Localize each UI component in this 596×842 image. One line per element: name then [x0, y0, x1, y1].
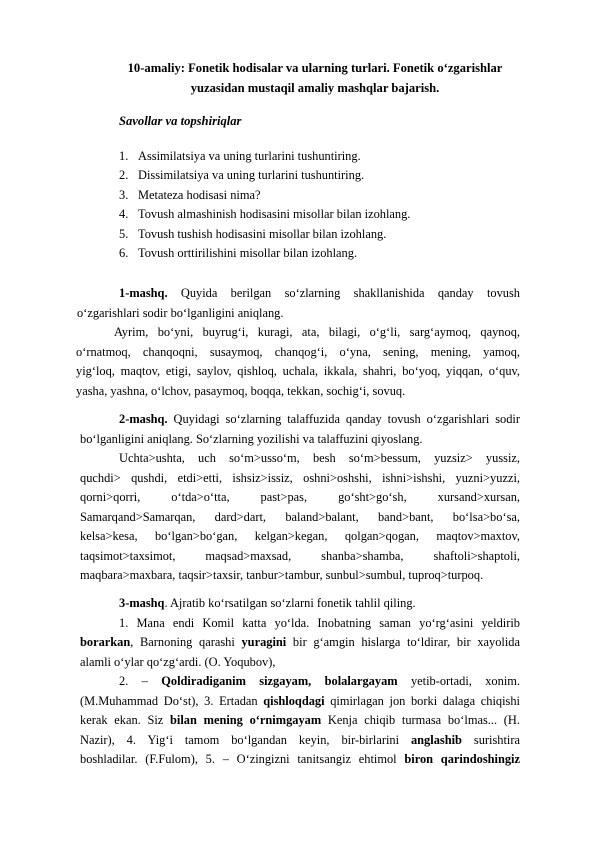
question-text: Tovush almashinish hodisasini misollar bilan izohlang.	[138, 207, 411, 222]
words-line: Ayrim, bo‘yni, buyrug‘i, kuragi, ata, bilagi, o‘g‘li, sarg‘aymoq, qaynoq,	[114, 325, 520, 339]
text-line	[80, 692, 520, 712]
question-item	[119, 166, 410, 185]
words-line: yig‘loq, maqtov, etigi, saylov, qishloq, uchala, ikkala, shahri, bo‘yoq, yiqqan, o‘quv,	[76, 364, 520, 378]
question-text: Assimilatsiya va uning turlarini tushuntiring.	[138, 149, 361, 163]
question-item	[119, 225, 410, 244]
text-line	[80, 731, 520, 751]
words-line: yasha, yashna, o‘lchov, pasaymoq, boqqa, tekkan, sochig‘i, sovuq.	[76, 383, 406, 398]
words-line: Uchta>ushta, uch so‘m>usso‘m, besh so‘m>bessum, yuzsiz> yussiz,	[119, 451, 520, 465]
words-line: taqsimot>taxsimot, maqsad>maxsad, shanba>shamba, shaftoli>shaptoli,	[80, 548, 520, 563]
question-text: Metateza hodisasi nima?	[138, 187, 261, 202]
text-span: surishtira	[461, 732, 520, 747]
exercise-2-task-cont: bo‘lganligini aniqlang. So‘zlarning yozilishi va talaffuzini qiyoslang.	[80, 431, 423, 446]
highlighted-word: biron qarindoshingiz	[404, 752, 521, 766]
question-text: Tovush tushish hodisasini misollar bilan izohlang.	[138, 226, 387, 241]
exercise-3	[80, 594, 520, 770]
exercise-2-label: 2-mashq.	[119, 412, 168, 426]
exercise-2-task-text: Quyidagi so‘zlarning talaffuzida qanday tovush o‘zgarishlari sodir	[167, 412, 520, 426]
words-line: o‘rnatmoq, chanqoqni, susaymoq, chanqog‘i, o‘yna, sening, mening, yamoq,	[76, 344, 520, 359]
question-item	[119, 205, 410, 224]
text-span: kerak ekan. Siz	[80, 713, 171, 727]
text-line: alamli o‘ylar qo‘zg‘ardi. (O. Yoqubov),	[80, 654, 276, 669]
text-span: , Barnoning qarashi	[130, 635, 242, 649]
words-line: maqbara>maxbara, taqsir>taxsir, tanbur>tambur, sunbul>sumbul, tuproq>turpoq.	[80, 568, 484, 582]
question-item	[119, 186, 410, 205]
words-line: quchdi> qushdi, etdi>etti, ishsiz>issiz, oshni>oshshi, ishni>ishshi, yuzni>yuzzi,	[80, 470, 520, 485]
question-number: 4.	[119, 207, 129, 222]
question-text: Dissimilatsiya va uning turlarini tushuntiring.	[138, 168, 365, 183]
question-number: 6.	[119, 246, 129, 261]
question-item	[119, 147, 410, 166]
highlighted-word: borarkan	[80, 635, 131, 649]
page-title	[80, 58, 550, 98]
text-line	[80, 711, 520, 731]
text-span: qimirlagan jon borki dalaga chiqishi	[324, 693, 520, 708]
highlighted-word: yuragini	[241, 635, 287, 649]
exercise-2	[80, 410, 520, 586]
text-line	[80, 672, 520, 692]
exercise-3-task-text: . Ajratib ko‘rsatilgan so‘zlarni fonetik tahlil qiling.	[164, 596, 416, 610]
questions-heading: Savollar va topshiriqlar	[119, 114, 242, 128]
question-number: 1.	[119, 149, 129, 163]
highlighted-word: anglashib	[410, 732, 462, 747]
question-number: 3.	[119, 187, 129, 202]
exercise-2-task	[80, 410, 520, 430]
text-line	[80, 750, 520, 770]
exercise-3-label: 3-mashq	[119, 596, 165, 610]
highlighted-word: qishloqdagi	[263, 693, 325, 708]
exercise-1-words	[76, 323, 520, 401]
exercise-1-task	[80, 284, 520, 304]
question-text: Tovush orttirilishini misollar bilan izohlang.	[138, 246, 358, 261]
text-span: 2. –	[119, 674, 162, 688]
exercise-3-task	[80, 594, 520, 614]
text-span: Nazir), 4. Yig‘i tamom bo‘lgandan keyin, bir-birlarini	[80, 732, 411, 747]
text-line: 1. Mana endi Komil katta yo‘lda. Inobatning saman yo‘rg‘asini yeldirib	[119, 615, 520, 630]
highlighted-word: bilan mening o‘rnimgayam	[170, 713, 322, 727]
question-item	[119, 244, 410, 263]
text-line	[80, 633, 520, 653]
text-span: (M.Muhammad Do‘st), 3. Ertadan	[80, 693, 264, 708]
title-line-1: 10-amaliy: Fonetik hodisalar va ularning turlari. Fonetik o‘zgarishlar	[127, 61, 503, 75]
question-number: 2.	[119, 168, 129, 183]
highlighted-word: Qoldiradiganim sizgayam, bolalargayam	[161, 674, 398, 688]
words-line: Samarqand>Samarqan, dard>dart, baland>balant, band>bant, bo‘lsa>bo‘sa,	[80, 509, 520, 524]
text-span: bir g‘amgin hislarga to‘ldirar, bir xayolida	[286, 635, 520, 649]
title-line-2: yuzasidan mustaqil amaliy mashqlar bajarish.	[190, 81, 440, 95]
questions-list	[119, 147, 410, 263]
text-span: yetib-ortadi, xonim.	[397, 674, 520, 688]
words-line: kelsa>kesa, bo‘lgan>bo‘gan, kelgan>kegan, qolgan>qogan, maqtov>maxtov,	[80, 529, 520, 543]
text-span: boshladilar. (F.Fulom), 5. – O‘zingizni tanitsangiz ehtimol	[80, 752, 405, 766]
words-line: qorni>qorri, o‘tda>o‘tta, past>pas, go‘sht>go‘sh, xursand>xursan,	[80, 490, 520, 504]
exercise-1-task-cont: o‘zgarishlari sodir bo‘lganligini aniqlang.	[77, 305, 284, 320]
text-span: Kenja chiqib turmasa bo‘lmas... (H.	[321, 713, 520, 727]
exercise-1-task-text: Quyida berilgan so‘zlarning shakllanishida qanday tovush	[167, 286, 520, 300]
question-number: 5.	[119, 226, 129, 241]
exercise-1	[77, 284, 520, 323]
exercise-1-label: 1-mashq.	[119, 286, 168, 300]
